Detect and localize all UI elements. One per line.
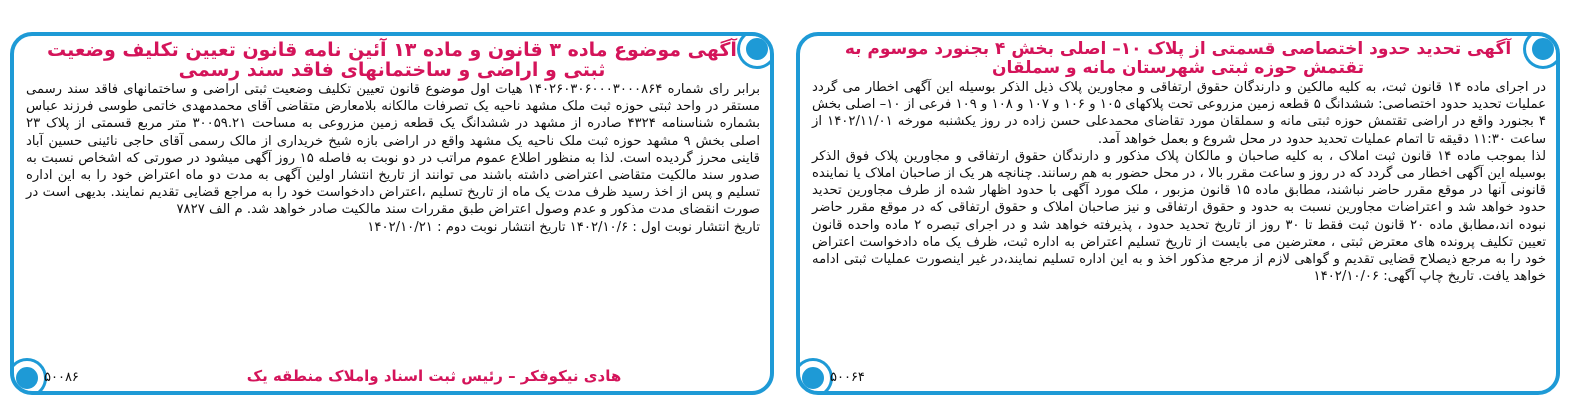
notice-title: آگهی موضوع ماده ۳ قانون و ماده ۱۳ آئین نامه قانون تعیین تکلیف وضعیت ثبتی و اراضی و ساختمانهای فاقد سند رسمی (47, 39, 737, 81)
notice-body (26, 81, 760, 236)
notice-signer: هادی نیکوفکر – رئیس ثبت اسناد واملاک منطقه یک (246, 367, 622, 385)
notice-body (812, 79, 1546, 285)
notice-paragraph: برابر رای شماره ۱۴۰۲۶۰۳۰۶۰۰۰۳۰۰۰۸۶۴ هیات اول موضوع قانون تعیین تکلیف وضعیت ثبتی اراضی و ساختمانهای فاقد سند رسمی مستقر در واحد ثبتی حوزه ثبت ملک مشهد ناحیه یک تصرفات مالکانه بلامعارض متقاضی آقای محمدمهدی خاتمی طوسی فرزند عباس بشماره شناسنامه ۴۳۲۴ صادره از مشهد در ششدانگ یک قطعه زمین مزروعی به مساحت ۳۰۰۵۹.۲۱ متر مربع قسمتی از پلاک ۲۳ اصلی بخش ۹ مشهد حوزه ثبت ملک ناحیه یک مشهد واقع در اراضی بازه شیخ خریداری از مالک رسمی آقای حاجی نائینی حسین آباد قاینی محرز گردیده است. لذا به منظور اطلاع عموم مراتب در دو نوبت به فاصله ۱۵ روز آگهی میشود در صورتی که اشخاص نسبت به صدور سند مالکیت متقاضی اعتراضی داشته باشند می توانند از تاریخ انتشار اولین آگهی به مدت دو ماه اعتراض خود را به این اداره تسلیم و پس از اخذ رسید ظرف مدت یک ماه از تاریخ تسلیم ،اعتراض دادخواست خود را به مراجع قضایی تقدیم نمایند. بدیهی است در صورت انقضای مدت مذکور و عدم وصول اعتراض طبق مقررات سند مالکیت صادر خواهد شد. م الف ۷۸۲۷ (26, 82, 761, 218)
swirl-ornament-icon (10, 361, 44, 395)
notice-title: آگهی تحدید حدود اختصاصی قسمتی از پلاک ۱۰– اصلی بخش ۴ بجنورد موسوم به تقتمش حوزه ثبتی شهرستان مانه و سملقان (844, 39, 1512, 78)
swirl-ornament-icon (1526, 32, 1560, 66)
notice-paragraph: لذا بموجب ماده ۱۴ قانون ثبت املاک ، به کلیه صاحبان و مالکان پلاک مذکور و دارندگان حقوق ارتفاقی و مجاورین پلاک فوق الذکر بوسیله این آگهی اخطار می گردد که در روز و ساعت مقرر بالا ، در محل حضور به هم رسانند. چنانچه هر یک از صاحبان املاک یا نماینده قانونی آنها در موقع مقرر حاضر نباشند، مطابق ماده ۱۵ قانون مزبور ، ملک مورد آگهی با حدود اظهار شده از طرف مجاورین تحدید حدود خواهد شد و اعتراضات مجاورین نسبت به حدود و حقوق ارتفاقی و نیز صاحبان املاک و حقوق ارتفاقی که در موقع مقرر حاضر نبوده اند،مطابق ماده ۲۰ قانون ثبت فقط تا ۳۰ روز از تاریخ تحدید حدود ، پذیرفته خواهد شد و در اجرای تبصره ۲ ماده واحده قانون تعیین تکلیف پرونده های معترض ثبتی ، معترضین می بایست از تاریخ تسلیم اعتراض به اداره ثبت، ظرف یک ماه دادخواست اعتراض خود را به مرجع ذیصلاح قضایی تقدیم و گواهی لازم از مرجع مذکور اخذ و به این اداره تسلیم نمایند،در غیر اینصورت عملیات ثبتی ادامه خواهد یافت. تاریخ چاپ آگهی: ۱۴۰۲/۱۰/۰۶ (812, 148, 1546, 285)
notice-boundary-demarcation (796, 32, 1560, 395)
swirl-ornament-icon (740, 32, 774, 66)
notice-land-registration (10, 32, 774, 395)
notice-code: ۵۰۰۶۴ (830, 370, 865, 385)
notice-paragraph: در اجرای ماده ۱۴ قانون ثبت، به کلیه مالکین و دارندگان حقوق ارتفاقی و مجاورین پلاک ذیل الذکر بوسیله این آگهی اخطار می گردد عملیات تحدید حدود اختصاصی: ششدانگ ۵ قطعه زمین مزروعی تحت پلاکهای ۱۰۵ و ۱۰۶ و ۱۰۷ و ۱۰۸ و ۱۰۹ فرعی از ۱۰– اصلی بخش ۴ بجنورد واقع در اراضی تقتمش حوزه ثبتی مانه و سملقان مورد تقاضای محمدعلی حسن زاده در روز یکشنبه مورخه ۱۴۰۲/۱۱/۰۱ از ساعت ۱۱:۳۰ دقیقه تا اتمام عملیات تحدید حدود در محل شروع و بعمل خواهد آمد. (812, 80, 1546, 147)
publication-dates: تاریخ انتشار نوبت اول : ۱۴۰۲/۱۰/۶ تاریخ انتشار نوبت دوم : ۱۴۰۲/۱۰/۲۱ (367, 219, 760, 235)
notice-code: ۵۰۰۸۶ (44, 370, 79, 385)
swirl-ornament-icon (796, 361, 830, 395)
